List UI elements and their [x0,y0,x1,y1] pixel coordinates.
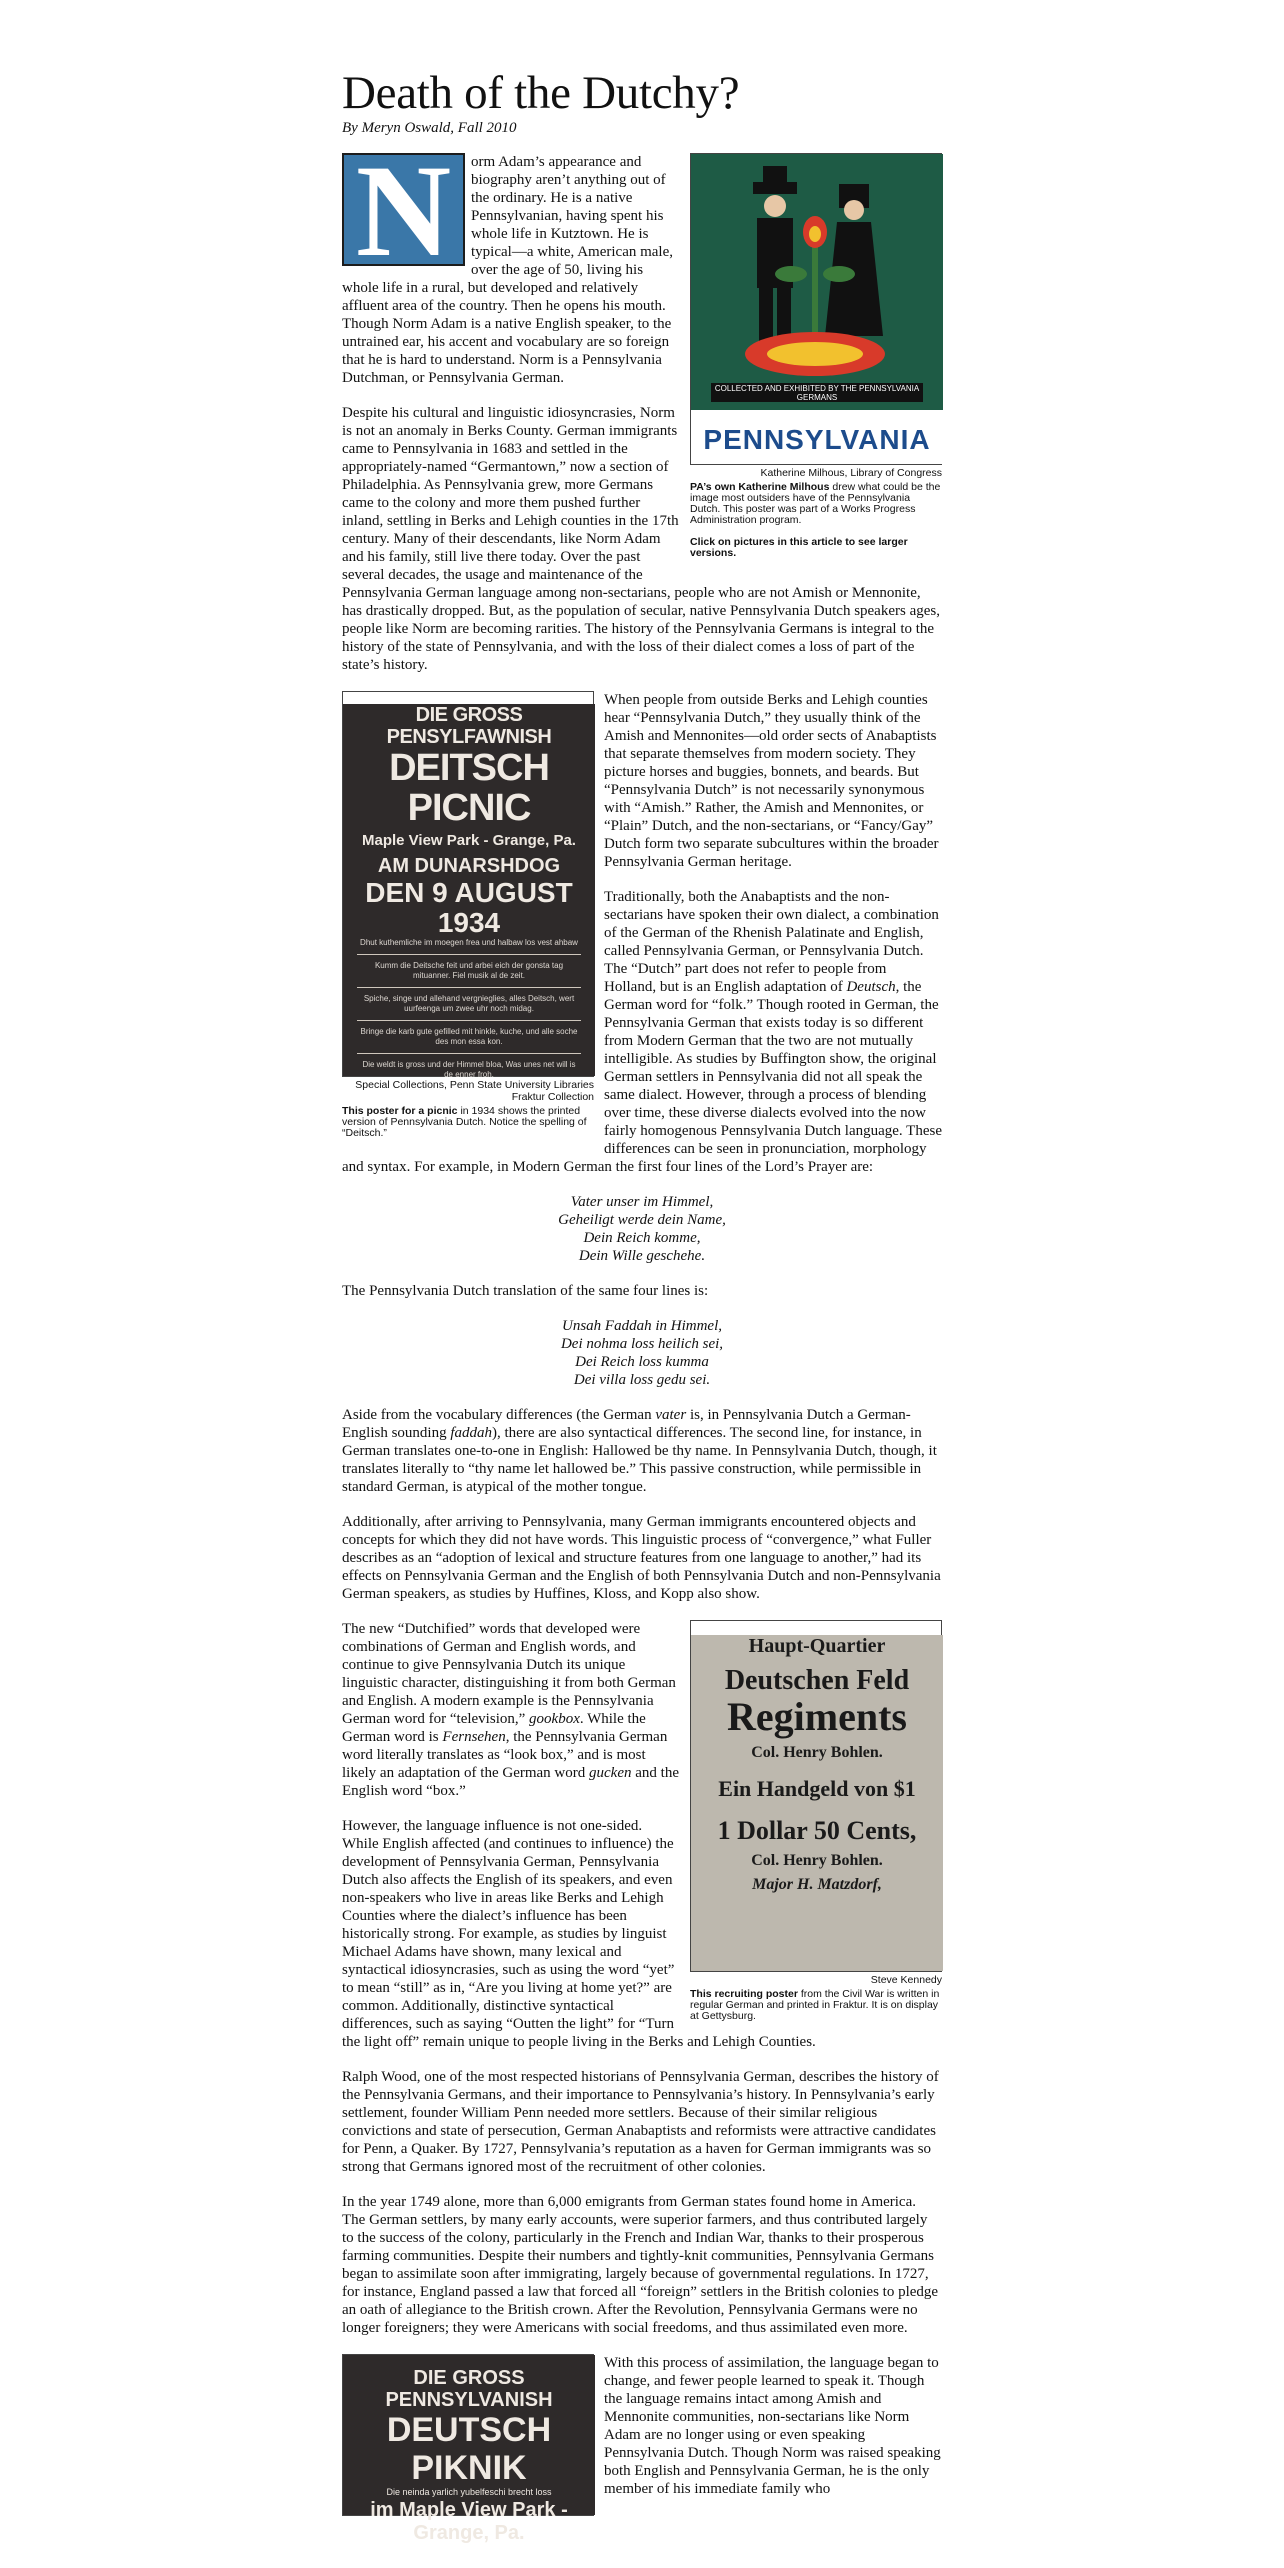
prayer-german [342,1193,942,1265]
prayer-line: Dei villa loss gedu sei. [573,1371,711,1388]
poster-line: Major H. Matzdorf, [752,1875,882,1893]
recruiting-poster-image[interactable] [690,1620,942,1972]
poster-line: 1 Dollar 50 Cents, [717,1815,917,1845]
poster-small-text: Spiche, singe und allehand vergnieglies, alles Deitsch, wert uurfeenga um zwee uhr noch midag. [363,993,575,1013]
paragraph-4: Traditionally, both the Anabaptists and the non-sectarians have spoken their own dialect, a combination of the German of the Rhenish Palatinate and English, called Pennsylvania German, or Pennsylvania Dutch. The “Dutch” part does not refer to people from Holland, but is an English adaptation of Deutsch, the German word for “folk.” Though rooted in German, the Pennsylvania German that exists today is so different from Modern German that the two are not mutually intelligible. As studies by Buffington show, the original German settlers in Pennsylvania did not all speak the same dialect. However, through a process of blending over time, these diverse dialects evolved into the now fairly homogenous Pennsylvania Dutch language. These differences can be seen in pronunciation, morphology and syntax. For example, in Modern German the first four lines of the Lord’s Prayer are: [342,888,942,1175]
poster-line: Regiments [727,1693,907,1739]
byline: By Meryn Oswald, Fall 2010 [342,119,517,136]
poster-line: im Maple View Park - Grange, Pa. [370,2498,568,2544]
poster-line: DEN 9 AUGUST 1934 [365,876,573,938]
paragraph-10: Ralph Wood, one of the most respected historians of Pennsylvania German, describes the history of the Pennsylvania Germans, and their importance to Pennsylvania’s history. In Pennsylvania’s early settlement, founder William Penn needed more settlers. Because of their similar religious convictions and state of persecution, German Anabaptists and reformists were attractive candidates for Penn, a Quaker. By 1727, Pennsylvania’s reputation as a haven for German immigrants was so strong that Germans ignored most of the recruitment of other colonies. [342,2068,939,2175]
caption-text: in 1934 shows the printed version of Pennsylvania Dutch. Notice the spelling of “Deitsch.” [342,1104,587,1139]
dropcap: N [342,153,465,266]
paragraph-5: The Pennsylvania Dutch translation of the same four lines is: [342,1282,709,1299]
piknik-poster-image[interactable] [342,2354,594,2544]
paragraph-3: When people from outside Berks and Lehigh counties hear “Pennsylvania Dutch,” they usually think of the Amish and Mennonites—old order sects of Anabaptists that separate themselves from modern society. They picture horses and buggies, bonnets, and beards. But “Pennsylvania Dutch” is not necessarily synonymous with “Amish.” Rather, the Amish and Mennonites, or “Plain” Dutch, and the non-sectarians, or “Fancy/Gay” Dutch form two separate subcultures within the broader Pennsylvania German heritage. [604,691,939,870]
poster-small-text: Die weldt is gross und der Himmel bloa, Was unes net will is de enner froh. [362,1059,576,1079]
paragraph-2: Despite his cultural and linguistic idiosyncrasies, Norm is not an anomaly in Berks County. German immigrants came to Pennsylvania in 1683 and settled in the appropriately-named “Germantown,” now a section of Philadelphia. As Pennsylvania grew, more Germans came to the colony and more them pushed further inland, settling in Berks and Lehigh counties in the 17th century. Many of their descendants, like Norm Adam and his family, still live there today. Over the past several decades, the usage and maintenance of the Pennsylvania German language among non-sectarians, people who are not Amish or Mennonite, has drastically dropped. But, as the population of secular, native Pennsylvania Dutch speakers ages, people like Norm are becoming rarities. The history of the Pennsylvania Germans is integral to the history of the state of Pennsylvania, and with the loss of their dialect comes a loss of part of the state’s history. [342,404,940,673]
poster-line: DEITSCH PICNIC [389,746,549,829]
paragraph-11: In the year 1749 alone, more than 6,000 emigrants from German states found home in America. The German settlers, by many early accounts, were superior farmers, and thus contributed largely to the success of the colony, particularly in the French and Indian War, thanks to their prosperous farming communities. Despite their numbers and tightly-knit communities, Pennsylvania Germans began to assimilate soon after immigrating, largely because of governmental regulations. In 1727, for instance, England passed a law that forced all “foreign” settlers in the British colonies to pledge an oath of allegiance to the British crown. After the Revolution, Pennsylvania Germans were no longer foreigners; they were Americans with social freedoms, and thus assimilated even more. [342,2193,939,2336]
poster-small-text: Kumm die Deitsche feit und arbei eich der gonsta tag mituanner. Fiel musik al de zeit. [374,960,564,980]
prayer-dutch [342,1317,942,1389]
figure-recruiting-poster[interactable] [690,1620,942,2022]
poster-word: PENNSYLVANIA [703,423,931,455]
poster-line: DEUTSCH PIKNIK [386,2410,552,2487]
poster-line: Col. Henry Bohlen. [751,1851,883,1869]
image-credit: Special Collections, Penn State University Libraries Fraktur Collection [355,1078,594,1103]
amish-couple-icon [691,154,941,404]
paragraph-6: Aside from the vocabulary differences (the German vater is, in Pennsylvania Dutch a German-English sounding faddah), there are also syntactical differences. The second line, for instance, in German translates one-to-one in English: Hallowed be thy name. In Pennsylvania Dutch, though, it translates literally to “thy name let hallowed be.” This passive construction, while permissible in standard German, is atypical of the mother tongue. [342,1406,937,1495]
paragraph-12: With this process of assimilation, the language began to change, and fewer people learned to speak it. Though the language remains intact among Amish and Mennonite communities, non-sectarians like Norm Adam are no longer using or even speaking Pennsylvania Dutch. Though Norm was raised speaking both English and Pennsylvania German, he is the only member of his immediate family who [604,2354,941,2497]
caption-lead: PA’s own Katherine Milhous [690,480,830,493]
figure-milhous[interactable] [690,153,942,559]
prayer-line: Dei nohma loss heilich sei, [560,1335,724,1352]
poster-line: Die neinda yarlich yubelfeschi brecht loss [386,2486,552,2497]
paragraph-9: However, the language influence is not one-sided. While English affected (and continues to influence) the development of Pennsylvania German, Pennsylvania Dutch also affects the English of its speakers, and even non-speakers who live in areas like Berks and Lehigh Counties where the dialect’s influence has been historically strong. For example, as studies by linguist Michael Adams have shown, many lexical and syntactical idiosyncrasies, such as using the word “yet” to mean “still” as in, “Are you living at home yet?” are common. Additionally, distinctive syntactical differences, such as saying “Outten the light” for “Turn the light off” remain unique to people living in the Berks and Lehigh Counties. [342,1817,816,2050]
poster-line: Maple View Park - Grange, Pa. [362,831,576,849]
prayer-line: Dein Reich komme, [583,1229,701,1246]
poster-line: AM DUNARSHDOG [377,854,561,877]
click-note: Click on pictures in this article to see larger versions. [690,535,908,559]
poster-small-text: Bringe die karb gute gefilled mit hinkle, kuche, und alle soche des mon essa kon. [360,1026,578,1046]
poster-small-text: Dhut kuthemliche im moegen frea und halbaw los vest ahbaw [360,937,578,947]
poster-line: Ein Handgeld von $1 [718,1775,916,1801]
prayer-line: Unsah Faddah in Himmel, [562,1317,722,1334]
figure-picnic-poster[interactable] [342,691,594,1139]
image-caption [342,1106,594,1139]
image-caption [690,482,942,526]
poster-pennsylvania-image[interactable] [690,153,942,465]
paragraph-8: The new “Dutchified” words that developed were combinations of German and English words, and continue to give Pennsylvania Dutch its unique linguistic character, distinguishing it from both German and English. A modern example is the Pennsylvania German word for “television,” gookbox. While the German word is Fernsehen, the Pennsylvania German word literally translates as “look box,” and is most likely an adaptation of the German word gucken and the English word “box.” [342,1620,679,1799]
poster-line: DIE GROSS PENSYLFAWNISH [386,703,552,748]
poster-line: DIE GROSS PENNSYLVANISH [385,2366,553,2411]
image-credit: Katherine Milhous, Library of Congress [760,466,942,479]
image-credit: Steve Kennedy [870,1973,942,1986]
caption-text: drew what could be the image most outsiders have of the Pennsylvania Dutch. This poster was part of a Works Progress Administration program. [690,480,941,526]
figure-piknik-poster[interactable] [342,2354,594,2544]
caption-text: from the Civil War is written in regular German and printed in Fraktur. It is on display at Gettysburg. [690,1987,940,2022]
image-caption [690,1989,942,2022]
paragraph-1: orm Adam’s appearance and biography aren’t anything out of the ordinary. He is a native Pennsylvanian, having spent his whole life in Kutztown. He is typical—a white, American male, over the age of 50, living his whole life in a rural, but developed and relatively affluent area of the country. Then he opens his mouth. Though Norm Adam is a native English speaker, to the untrained ear, his accent and vocabulary are so foreign that he is hard to understand. Norm is a Pennsylvania Dutchman, or Pennsylvania German. [342,153,674,386]
picnic-poster-image[interactable] [342,691,594,1077]
paragraph-7: Additionally, after arriving to Pennsylvania, many German immigrants encountered objects and concepts for which they did not have words. This linguistic process of “convergence,” what Fuller describes as an “adoption of lexical and structure features from one language to another,” had its effects on Pennsylvania German and the English of both Pennsylvania Dutch and non-Pennsylvania German speakers, as studies by Huffines, Kloss, and Kopp also show. [342,1513,941,1602]
prayer-line: Dei Reich loss kumma [575,1353,709,1370]
article-title: Death of the Dutchy? [342,67,740,119]
poster-line: Col. Henry Bohlen. [751,1743,883,1761]
prayer-line: Vater unser im Himmel, [570,1193,714,1210]
article [342,40,942,2544]
prayer-line: Dein Wille geschehe. [578,1247,706,1264]
caption-lead: This poster for a picnic [342,1104,458,1117]
caption-lead: This recruiting poster [690,1987,798,2000]
poster-line: Haupt-Quartier [748,1634,886,1657]
poster-line: Deutschen Feld [724,1664,910,1696]
poster-subtitle: COLLECTED AND EXHIBITED BY THE PENNSYLVANIA GERMANS [711,383,923,402]
prayer-line: Geheiligt werde dein Name, [558,1211,726,1228]
